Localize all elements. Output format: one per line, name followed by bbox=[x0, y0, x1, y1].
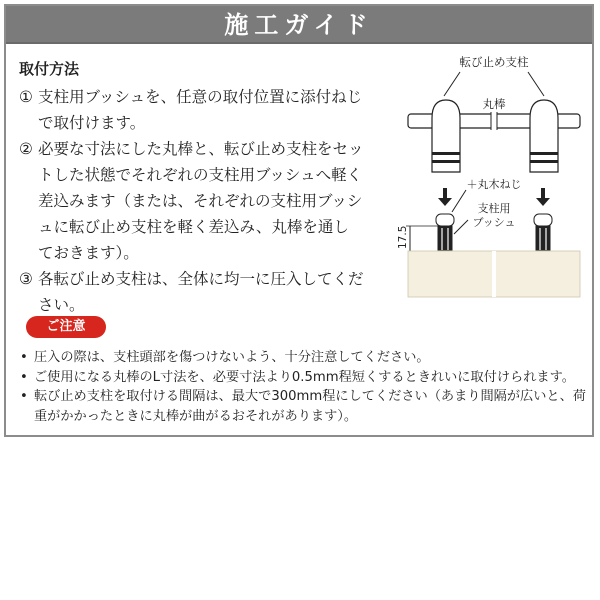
bullet: • bbox=[20, 350, 28, 365]
screw-leader bbox=[452, 190, 466, 212]
bush-leader bbox=[454, 220, 468, 234]
bush-label-line1: 支柱用 bbox=[477, 202, 511, 215]
step-text: 必要な寸法にした丸棒と、転び止め支柱をセットした状態でそれぞれの支柱用ブッシュへ軽く差込みます（または、それぞれの支柱用ブッシュに転び止め支柱を軽く差込み、丸棒を通しておきます）。 bbox=[38, 140, 364, 262]
guide-frame bbox=[4, 4, 594, 437]
caution-text: 転び止め支柱を取付ける間隔は、最大で300mm程にしてください（あまり間隔が広いと、荷重がかかったときに丸棒が曲がるおそれがあります）。 bbox=[34, 389, 586, 424]
page-title: 施工ガイド bbox=[6, 6, 592, 44]
bush-label-line2: ブッシュ bbox=[472, 216, 516, 229]
caution-item bbox=[20, 387, 586, 426]
step-text: 支柱用ブッシュを、任意の取付位置に添付ねじで取付けます。 bbox=[38, 88, 363, 132]
caution-text: 圧入の際は、支柱頭部を傷つけないよう、十分注意してください。 bbox=[34, 350, 430, 365]
arrow-down-right bbox=[536, 188, 550, 206]
left-bush-shape bbox=[436, 214, 454, 250]
installation-diagram bbox=[394, 54, 594, 299]
right-bush-shape bbox=[534, 214, 552, 250]
step-item bbox=[19, 266, 364, 318]
step-number: ① bbox=[19, 88, 33, 106]
step-number: ② bbox=[19, 140, 33, 158]
caution-item bbox=[20, 348, 586, 368]
screw-label: ＋丸木ねじ bbox=[466, 178, 522, 191]
step-text: 各転び止め支柱は、全体に均一に圧入してください。 bbox=[38, 270, 364, 314]
left-post-shape bbox=[432, 100, 460, 172]
caution-list bbox=[20, 348, 586, 426]
caution-badge: ご注意 bbox=[26, 316, 106, 338]
post-label: 転び止め支柱 bbox=[459, 55, 529, 69]
steps-list bbox=[19, 84, 364, 318]
right-post-shape bbox=[530, 100, 558, 172]
post-leader-right bbox=[528, 72, 544, 96]
bullet: • bbox=[20, 389, 28, 404]
post-leader-left bbox=[444, 72, 460, 96]
step-item bbox=[19, 136, 364, 266]
bullet: • bbox=[20, 369, 28, 385]
caution-text: ご使用になる丸棒のL寸法を、必要寸法より0.5mm程短くするときれいに取付けられます。 bbox=[34, 369, 575, 385]
method-title: 取付方法 bbox=[19, 60, 80, 78]
dimension-label: 17.5 bbox=[397, 225, 409, 249]
rod-label: 丸棒 bbox=[482, 97, 506, 111]
step-item bbox=[19, 84, 364, 136]
arrow-down-left bbox=[438, 188, 452, 206]
step-number: ③ bbox=[19, 270, 33, 288]
caution-item bbox=[20, 368, 586, 388]
